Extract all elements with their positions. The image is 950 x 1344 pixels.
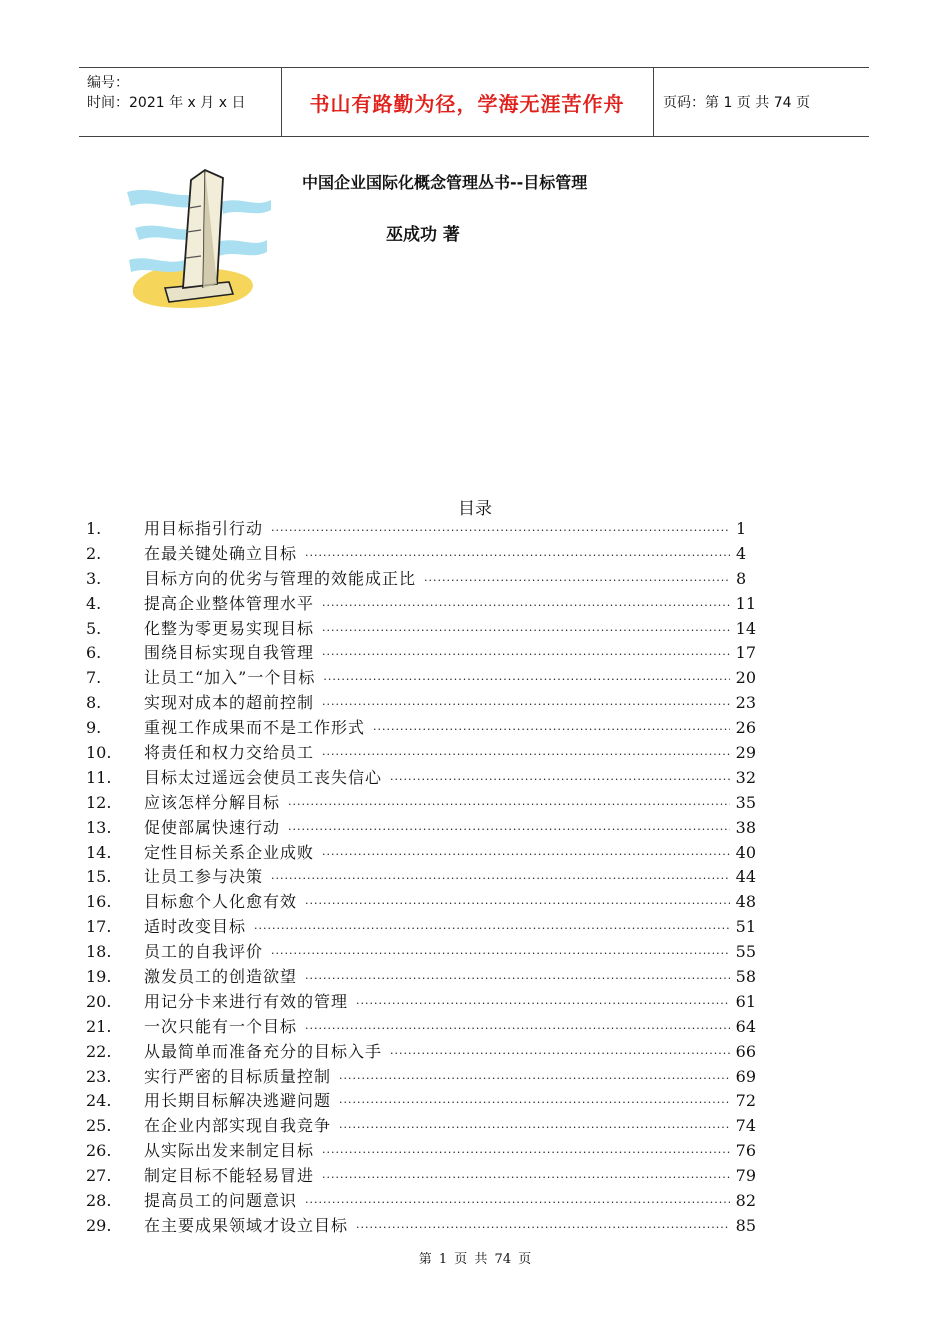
toc-entry-page: 64 [735,1016,756,1036]
toc-entry-number: 23. [86,1066,112,1086]
toc-entry[interactable] [86,1164,756,1189]
header-motto-cell [281,68,654,136]
toc-dot-leader [305,544,730,568]
toc-entry-number: 3. [86,568,102,588]
toc-entry-number: 10. [86,743,112,763]
toc-dot-leader [305,892,730,916]
toc-heading: 目录 [458,499,492,519]
toc-entry-number: 14. [86,842,112,862]
toc-entry-page: 23 [735,693,756,713]
toc-entry-title: 在企业内部实现自我竞争 [144,1116,332,1136]
toc-entry[interactable] [86,641,756,666]
toc-entry-title: 目标愈个人化愈有效 [144,892,298,912]
toc-entry-line [144,965,756,991]
toc-entry-title: 重视工作成果而不是工作形式 [144,718,366,738]
header-page-cell [653,68,869,136]
toc-entry[interactable] [86,691,756,716]
toc-entry[interactable] [86,617,756,642]
toc-dot-leader [339,1116,730,1140]
toc-entry-page: 79 [735,1166,756,1186]
toc-dot-leader [322,693,730,717]
toc-entry-number: 2. [86,543,102,563]
toc-entry-line [144,816,756,842]
toc-entry-title: 制定目标不能轻易冒进 [144,1166,315,1186]
toc-dot-leader [271,867,730,891]
motto: 书山有路勤为径，学海无涯苦作舟 [309,91,625,116]
toc-entry-line [144,666,756,692]
toc-dot-leader [305,967,730,991]
toc-entry-title: 从最简单而准备充分的目标入手 [144,1041,383,1061]
toc-entry-number: 11. [86,767,112,787]
toc-entry-page: 17 [735,643,756,663]
book-title: 中国企业国际化概念管理丛书--目标管理 [302,173,588,192]
toc-entry-title: 适时改变目标 [144,917,247,937]
toc-entry-title: 将责任和权力交给员工 [144,743,315,763]
toc-entry-title: 员工的自我评价 [144,942,264,962]
number-label: 编号： [87,75,129,91]
toc-entry-page: 85 [735,1215,756,1235]
toc-entry[interactable] [86,816,756,841]
toc-entry-title: 促使部属快速行动 [144,817,281,837]
toc-entry[interactable] [86,1040,756,1065]
toc-entry-line [144,865,756,891]
toc-entry-line [144,940,756,966]
toc-entry[interactable] [86,1139,756,1164]
toc-entry[interactable] [86,841,756,866]
toc-entry-title: 定性目标关系企业成败 [144,842,315,862]
toc-entry-page: 55 [735,942,756,962]
toc-entry[interactable] [86,915,756,940]
toc-entry[interactable] [86,1065,756,1090]
toc-entry-page: 82 [735,1191,756,1211]
toc-entry[interactable] [86,1189,756,1214]
toc-entry-page: 66 [735,1041,756,1061]
toc-entry-page: 69 [735,1066,756,1086]
toc-entry[interactable] [86,567,756,592]
toc-entry-number: 25. [86,1116,112,1136]
toc-dot-leader [254,917,730,941]
toc-entry-page: 74 [735,1116,756,1136]
toc-entry-page: 48 [735,892,756,912]
toc-entry-title: 让员工“加入”一个目标 [144,668,316,688]
page-info: 页码：第 1 页 共 74 页 [663,95,810,111]
toc-entry-number: 17. [86,917,112,937]
toc-entry[interactable] [86,517,756,542]
toc-entry[interactable] [86,791,756,816]
toc-entry-line [144,741,756,767]
toc-entry-title: 在主要成果领域才设立目标 [144,1215,349,1235]
time-label: 时间：2021 年 x 月 x 日 [87,95,246,111]
toc-entry-title: 目标方向的优劣与管理的效能成正比 [144,568,417,588]
toc-dot-leader [390,1042,730,1066]
toc-entry-number: 18. [86,942,112,962]
toc-dot-leader [322,643,730,667]
page-footer: 第 1 页 共 74 页 [418,1252,532,1267]
toc-entry[interactable] [86,766,756,791]
toc-entry-number: 15. [86,867,112,887]
toc-entry-page: 1 [736,519,747,538]
toc-entry-number: 7. [86,668,102,688]
toc-entry-page: 51 [735,917,756,937]
toc-entry-page: 44 [735,867,756,887]
toc-entry-title: 在最关键处确立目标 [144,543,298,563]
toc-entry-line [144,766,756,792]
toc-entry[interactable] [86,865,756,890]
toc-entry-page: 58 [735,967,756,987]
toc-entry-line [144,1089,756,1115]
header-meta-cell [79,68,282,136]
toc-entry-line [144,567,756,593]
toc-entry[interactable] [86,716,756,741]
toc-entry[interactable] [86,990,756,1015]
toc-entry-number: 9. [86,718,102,738]
toc-entry-title: 用目标指引行动 [144,519,264,538]
toc-entry-page: 61 [735,991,756,1011]
toc-dot-leader [322,619,730,643]
toc-entry[interactable] [86,1089,756,1114]
toc-entry-page: 72 [735,1091,756,1111]
toc-entry-line [144,1015,756,1041]
toc-entry-number: 20. [86,991,112,1011]
toc-dot-leader [271,942,730,966]
toc-entry-title: 用长期目标解决逃避问题 [144,1091,332,1111]
toc-entry-title: 用记分卡来进行有效的管理 [144,991,349,1011]
toc-dot-leader [322,843,730,867]
toc-entry-line [144,1164,756,1190]
toc-entry-title: 从实际出发来制定目标 [144,1141,315,1161]
toc-entry[interactable] [86,965,756,990]
toc-entry-line [144,990,756,1016]
toc-entry-title: 让员工参与决策 [144,867,264,887]
toc-entry-number: 27. [86,1166,112,1186]
toc-entry-page: 38 [735,817,756,837]
toc-entry-line [144,641,756,667]
toc-entry-page: 20 [735,668,756,688]
toc-entry-line [144,791,756,817]
toc-entry-number: 22. [86,1041,112,1061]
toc-entry-line [144,841,756,867]
toc-entry-page: 11 [735,593,756,613]
toc-entry[interactable] [86,890,756,915]
toc-dot-leader [322,1166,730,1190]
toc-entry-title: 激发员工的创造欲望 [144,967,298,987]
toc-entry-line [144,691,756,717]
toc-entry-page: 76 [735,1141,756,1161]
monument-clipart [125,162,275,314]
page-header [79,67,869,137]
toc-entry-page: 8 [736,568,747,588]
toc-dot-leader [390,768,730,792]
toc-entry-line [144,890,756,916]
toc-dot-leader [373,718,730,742]
toc-entry-line [144,1040,756,1066]
toc-entry[interactable] [86,1214,756,1239]
toc-entry-page: 4 [736,543,747,563]
toc-entry-title: 目标太过遥远会使员工丧失信心 [144,767,383,787]
toc-entry-page: 14 [735,618,756,638]
toc-entry-number: 6. [86,643,102,663]
toc-entry-line [144,1114,756,1140]
toc-entry-number: 16. [86,892,112,912]
toc-dot-leader [322,743,730,767]
toc-dot-leader [288,793,730,817]
toc-entry-line [144,592,756,618]
toc-dot-leader [323,668,729,692]
toc-entry-number: 1. [86,519,102,538]
toc-entry-line [144,1139,756,1165]
toc-entry-line [144,517,756,543]
toc-entry[interactable] [86,592,756,617]
toc-entry-number: 4. [86,593,102,613]
toc-entry-line [144,1214,756,1240]
toc-entry-title: 提高员工的问题意识 [144,1191,298,1211]
toc-entry-line [144,716,756,742]
toc-entry-number: 13. [86,817,112,837]
toc-entry[interactable] [86,940,756,965]
toc-entry-number: 19. [86,967,112,987]
toc-dot-leader [339,1091,730,1115]
toc-dot-leader [356,1216,730,1240]
toc-dot-leader [424,569,730,593]
toc-entry-title: 实现对成本的超前控制 [144,693,315,713]
toc-entry-number: 21. [86,1016,112,1036]
toc-entry-number: 24. [86,1091,112,1111]
toc-entry-line [144,1189,756,1215]
toc-entry-title: 提高企业整体管理水平 [144,593,315,613]
toc-entry[interactable] [86,1114,756,1139]
toc-entry-number: 12. [86,792,112,812]
toc-dot-leader [305,1017,730,1041]
toc-entry-page: 40 [735,842,756,862]
toc-entry-page: 32 [735,767,756,787]
book-author: 巫成功 著 [386,225,460,245]
toc-dot-leader [339,1067,730,1091]
toc-entry-title: 一次只能有一个目标 [144,1016,298,1036]
toc-entry-title: 围绕目标实现自我管理 [144,643,315,663]
toc-dot-leader [305,1191,730,1215]
toc-entry-number: 26. [86,1141,112,1161]
toc-entry[interactable] [86,741,756,766]
toc-dot-leader [322,1141,730,1165]
toc-dot-leader [356,992,730,1016]
toc-entry-line [144,542,756,568]
toc-entry[interactable] [86,1015,756,1040]
table-of-contents [86,517,756,1239]
toc-entry-number: 8. [86,693,102,713]
toc-entry-page: 35 [735,792,756,812]
toc-entry[interactable] [86,542,756,567]
toc-entry-page: 26 [735,718,756,738]
toc-entry-number: 28. [86,1191,112,1211]
toc-entry-number: 5. [86,618,102,638]
toc-entry-page: 29 [735,743,756,763]
toc-entry-title: 实行严密的目标质量控制 [144,1066,332,1086]
toc-entry-title: 化整为零更易实现目标 [144,618,315,638]
toc-entry-title: 应该怎样分解目标 [144,792,281,812]
toc-entry-line [144,617,756,643]
toc-entry-line [144,1065,756,1091]
toc-entry-number: 29. [86,1215,112,1235]
toc-dot-leader [271,519,730,543]
toc-dot-leader [288,818,730,842]
toc-entry[interactable] [86,666,756,691]
toc-dot-leader [322,594,730,618]
toc-entry-line [144,915,756,941]
